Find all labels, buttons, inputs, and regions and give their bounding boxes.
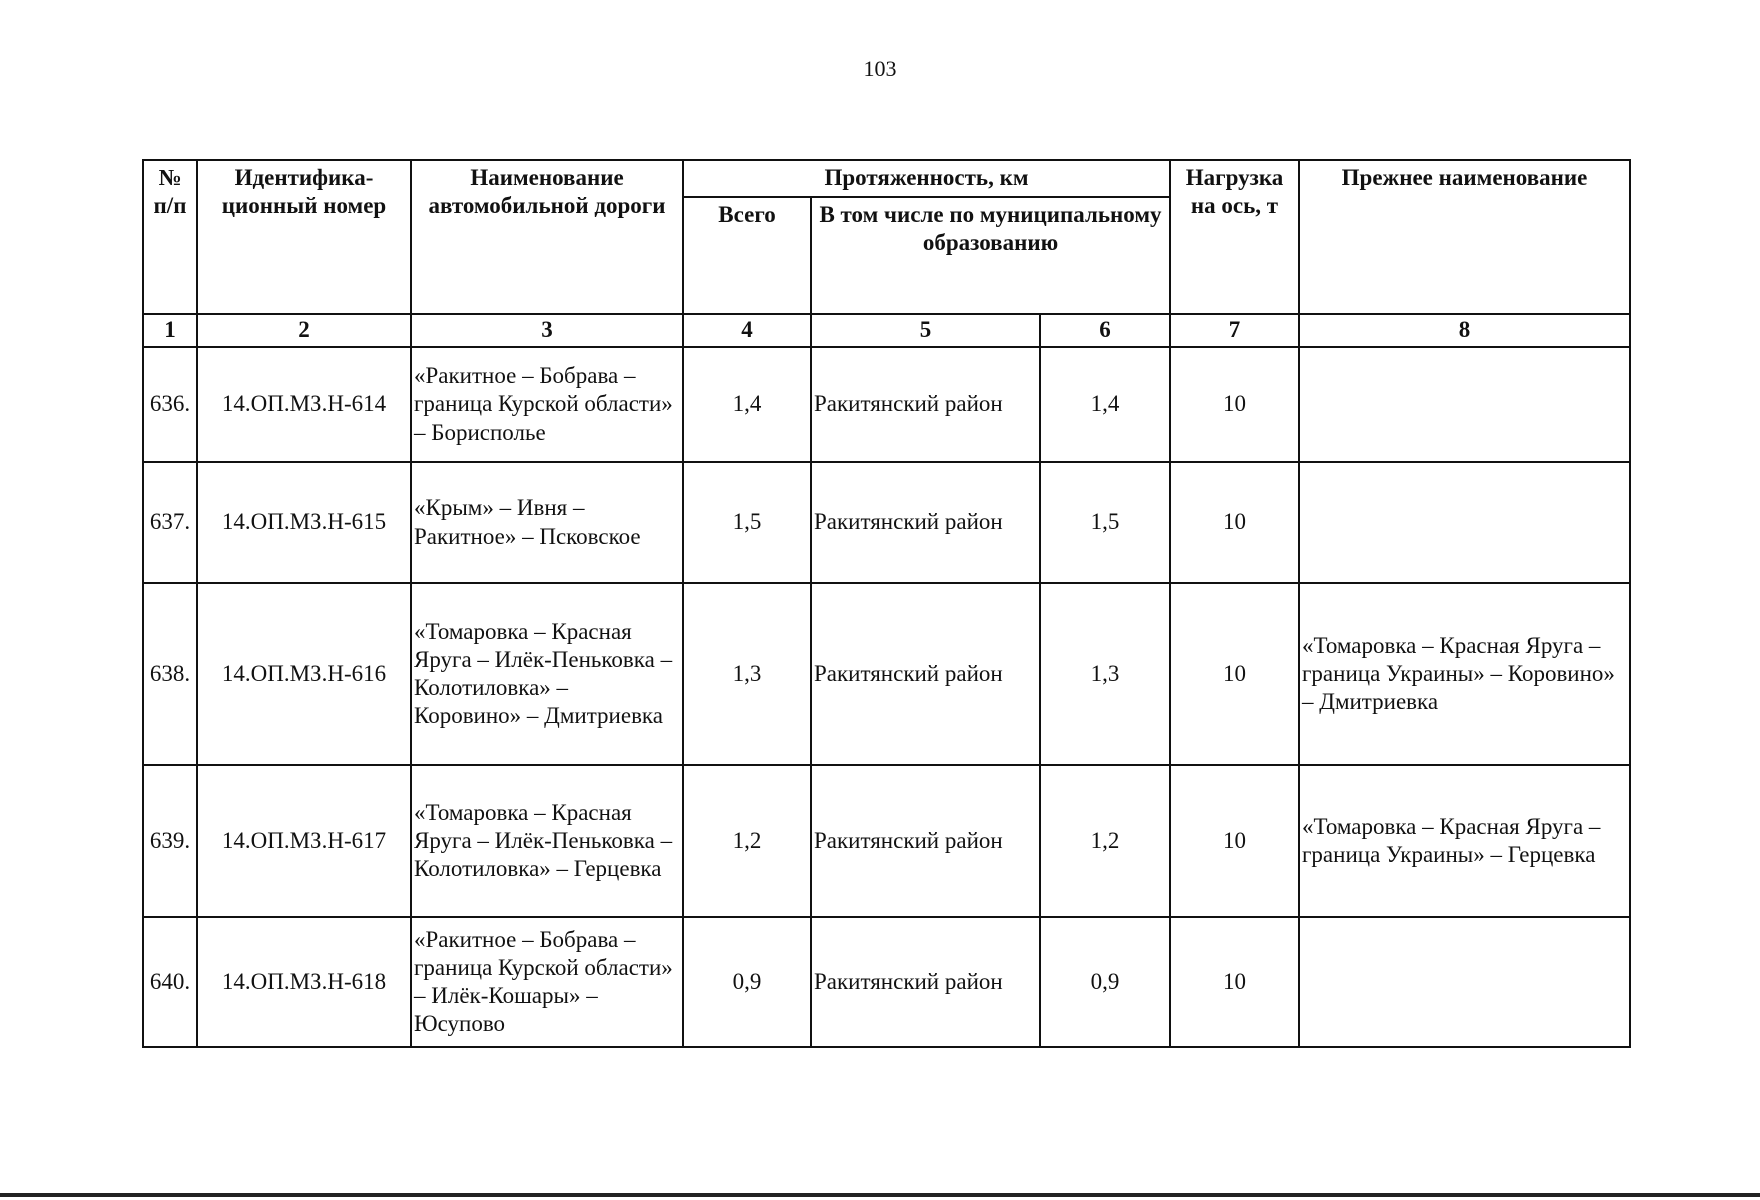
row-id: 14.ОП.МЗ.Н-617 [197,765,411,917]
row-district-length: 1,4 [1040,347,1170,462]
column-number: 5 [811,314,1040,347]
header-id: Идентифика-ционный номер [197,160,411,314]
header-municipal: В том числе по муниципальному образованию [811,197,1170,314]
header-total: Всего [683,197,811,314]
column-number: 7 [1170,314,1299,347]
row-road-name: «Томаровка – Красная Яруга – Илёк-Пеньковка – Колотиловка» – Герцевка [411,765,683,917]
row-total-length: 1,2 [683,765,811,917]
header-load: Нагрузка на ось, т [1170,160,1299,314]
table-row [143,347,1630,462]
header-length: Протяженность, км [683,160,1170,197]
column-number: 1 [143,314,197,347]
row-id: 14.ОП.МЗ.Н-618 [197,917,411,1047]
row-district-length: 0,9 [1040,917,1170,1047]
row-district: Ракитянский район [811,347,1040,462]
row-district: Ракитянский район [811,765,1040,917]
column-number: 6 [1040,314,1170,347]
row-district: Ракитянский район [811,917,1040,1047]
table-row [143,765,1630,917]
row-district-length: 1,2 [1040,765,1170,917]
row-num: 640. [143,917,197,1047]
row-previous-name [1299,347,1630,462]
row-num: 638. [143,583,197,765]
row-district: Ракитянский район [811,462,1040,583]
table-row [143,462,1630,583]
column-number: 4 [683,314,811,347]
column-number: 3 [411,314,683,347]
page-number: 103 [863,56,897,81]
row-road-name: «Ракитное – Бобрава – граница Курской области» – Борисполье [411,347,683,462]
row-total-length: 1,4 [683,347,811,462]
header-name: Наименование автомобильной дороги [411,160,683,314]
row-district-length: 1,3 [1040,583,1170,765]
row-road-name: «Ракитное – Бобрава – граница Курской области» – Илёк-Кошары» – Юсупово [411,917,683,1047]
row-road-name: «Томаровка – Красная Яруга – Илёк-Пеньковка – Колотиловка» – Коровино» – Дмитриевка [411,583,683,765]
column-number: 2 [197,314,411,347]
row-id: 14.ОП.МЗ.Н-616 [197,583,411,765]
table-row [143,583,1630,765]
row-total-length: 1,5 [683,462,811,583]
row-district: Ракитянский район [811,583,1040,765]
row-num: 637. [143,462,197,583]
table-row [143,917,1630,1047]
row-total-length: 0,9 [683,917,811,1047]
row-previous-name [1299,917,1630,1047]
row-road-name: «Крым» – Ивня – Ракитное» – Псковское [411,462,683,583]
row-district-length: 1,5 [1040,462,1170,583]
row-previous-name: «Томаровка – Красная Яруга – граница Украины» – Герцевка [1299,765,1630,917]
row-num: 636. [143,347,197,462]
row-axle-load: 10 [1170,462,1299,583]
header-prev: Прежнее наименование [1299,160,1630,314]
header-row-top [143,160,1630,197]
row-id: 14.ОП.МЗ.Н-614 [197,347,411,462]
row-id: 14.ОП.МЗ.Н-615 [197,462,411,583]
row-axle-load: 10 [1170,583,1299,765]
roads-table [142,159,1631,1048]
scan-bottom-edge [0,1193,1760,1197]
row-previous-name: «Томаровка – Красная Яруга – граница Украины» – Коровино» – Дмитриевка [1299,583,1630,765]
row-num: 639. [143,765,197,917]
column-number-row [143,314,1630,347]
column-number: 8 [1299,314,1630,347]
row-axle-load: 10 [1170,347,1299,462]
row-axle-load: 10 [1170,917,1299,1047]
row-axle-load: 10 [1170,765,1299,917]
row-previous-name [1299,462,1630,583]
row-total-length: 1,3 [683,583,811,765]
header-num: № п/п [143,160,197,314]
